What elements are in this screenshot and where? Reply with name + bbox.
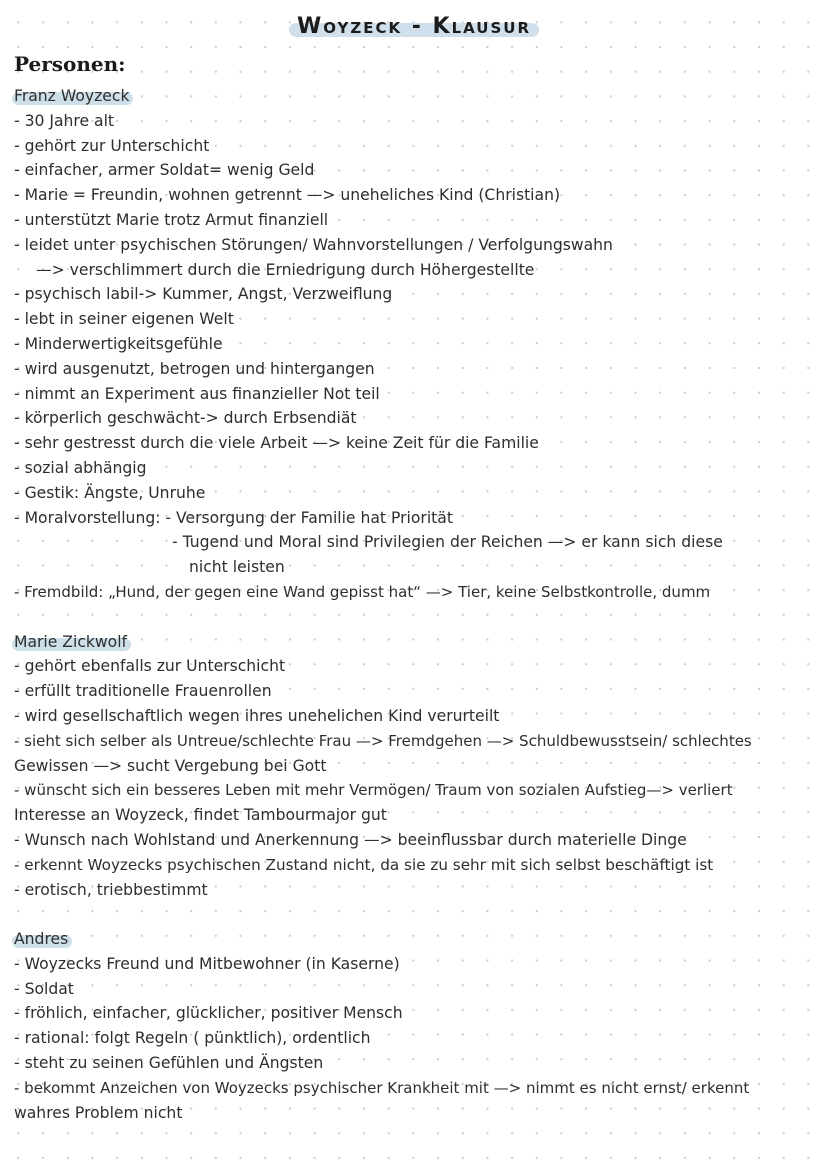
note-line: - Fremdbild: „Hund, der gegen eine Wand gepisst hat“ —> Tier, keine Selbstkontrolle, dumm [14, 582, 711, 601]
note-line: - sozial abhängig [14, 458, 147, 477]
note-line: - sehr gestresst durch die viele Arbeit —> keine Zeit für die Familie [14, 434, 539, 453]
note-line: - gehört ebenfalls zur Unterschicht [14, 657, 286, 676]
note-line: - körperlich geschwächt-> durch Erbsendiät [14, 409, 357, 428]
note-line: wahres Problem nicht [14, 1103, 183, 1122]
note-line: Gewissen —> sucht Vergebung bei Gott [14, 756, 327, 775]
note-line: Interesse an Woyzeck, findet Tambourmajor gut [14, 806, 387, 825]
note-line: nicht leisten [189, 558, 285, 577]
note-line: - lebt in seiner eigenen Welt [14, 310, 234, 329]
page-title-text: Woyzeck - Klausur [289, 14, 539, 39]
note-line: - erfüllt traditionelle Frauenrollen [14, 682, 272, 701]
note-line: - Soldat [14, 979, 74, 998]
note-line: - fröhlich, einfacher, glücklicher, positiver Mensch [14, 1004, 403, 1023]
note-line: - erkennt Woyzecks psychischen Zustand nicht, da sie zu sehr mit sich selbst beschäftigt ist [14, 855, 714, 874]
note-line: - wird ausgenutzt, betrogen und hintergangen [14, 359, 375, 378]
note-line: - gehört zur Unterschicht [14, 136, 210, 155]
note-line: - Moralvorstellung: - Versorgung der Familie hat Priorität [14, 508, 453, 527]
note-line: - wünscht sich ein besseres Leben mit mehr Vermögen/ Traum von sozialen Aufstieg—> verliert [14, 781, 733, 800]
note-line: - einfacher, armer Soldat= wenig Geld [14, 161, 315, 180]
note-line: - wird gesellschaftlich wegen ihres unehelichen Kind verurteilt [14, 706, 500, 725]
note-line: - 30 Jahre alt [14, 111, 115, 130]
note-line: - Tugend und Moral sind Privilegien der Reichen —> er kann sich diese [172, 533, 723, 552]
character-heading-andres [14, 927, 814, 952]
note-line: - psychisch labil-> Kummer, Angst, Verzweiflung [14, 285, 393, 304]
notes-content [14, 84, 814, 1125]
note-line: - nimmt an Experiment aus finanzieller Not teil [14, 384, 380, 403]
note-line: - bekommt Anzeichen von Woyzecks psychischer Krankheit mit —> nimmt es nicht ernst/ erkennt [14, 1078, 750, 1097]
note-line: - unterstützt Marie trotz Armut finanziell [14, 210, 329, 229]
character-name: Andres [14, 927, 68, 952]
note-line: - rational: folgt Regeln ( pünktlich), ordentlich [14, 1029, 371, 1048]
note-line: - Wunsch nach Wohlstand und Anerkennung —> beeinflussbar durch materielle Dinge [14, 830, 687, 849]
character-heading-woyzeck [14, 84, 814, 109]
note-line: - Woyzecks Freund und Mitbewohner (in Kaserne) [14, 954, 400, 973]
note-line: - sieht sich selber als Untreue/schlechte Frau —> Fremdgehen —> Schuldbewusstsein/ schlechtes [14, 731, 752, 750]
note-line: —> verschlimmert durch die Erniedrigung durch Höhergestellte [36, 260, 535, 279]
note-line: - Marie = Freundin, wohnen getrennt —> uneheliches Kind (Christian) [14, 186, 561, 205]
section-heading: Personen: [14, 52, 126, 76]
page-title [0, 14, 828, 39]
note-line: - steht zu seinen Gefühlen und Ängsten [14, 1054, 324, 1073]
character-name: Marie Zickwolf [14, 630, 127, 655]
note-line: - erotisch, triebbestimmt [14, 880, 208, 899]
character-heading-marie [14, 630, 814, 655]
spacer [14, 902, 814, 927]
character-name: Franz Woyzeck [14, 84, 129, 109]
note-line: - Gestik: Ängste, Unruhe [14, 483, 206, 502]
note-line: - Minderwertigkeitsgefühle [14, 334, 223, 353]
note-line: - leidet unter psychischen Störungen/ Wahnvorstellungen / Verfolgungswahn [14, 235, 613, 254]
spacer [14, 605, 814, 630]
